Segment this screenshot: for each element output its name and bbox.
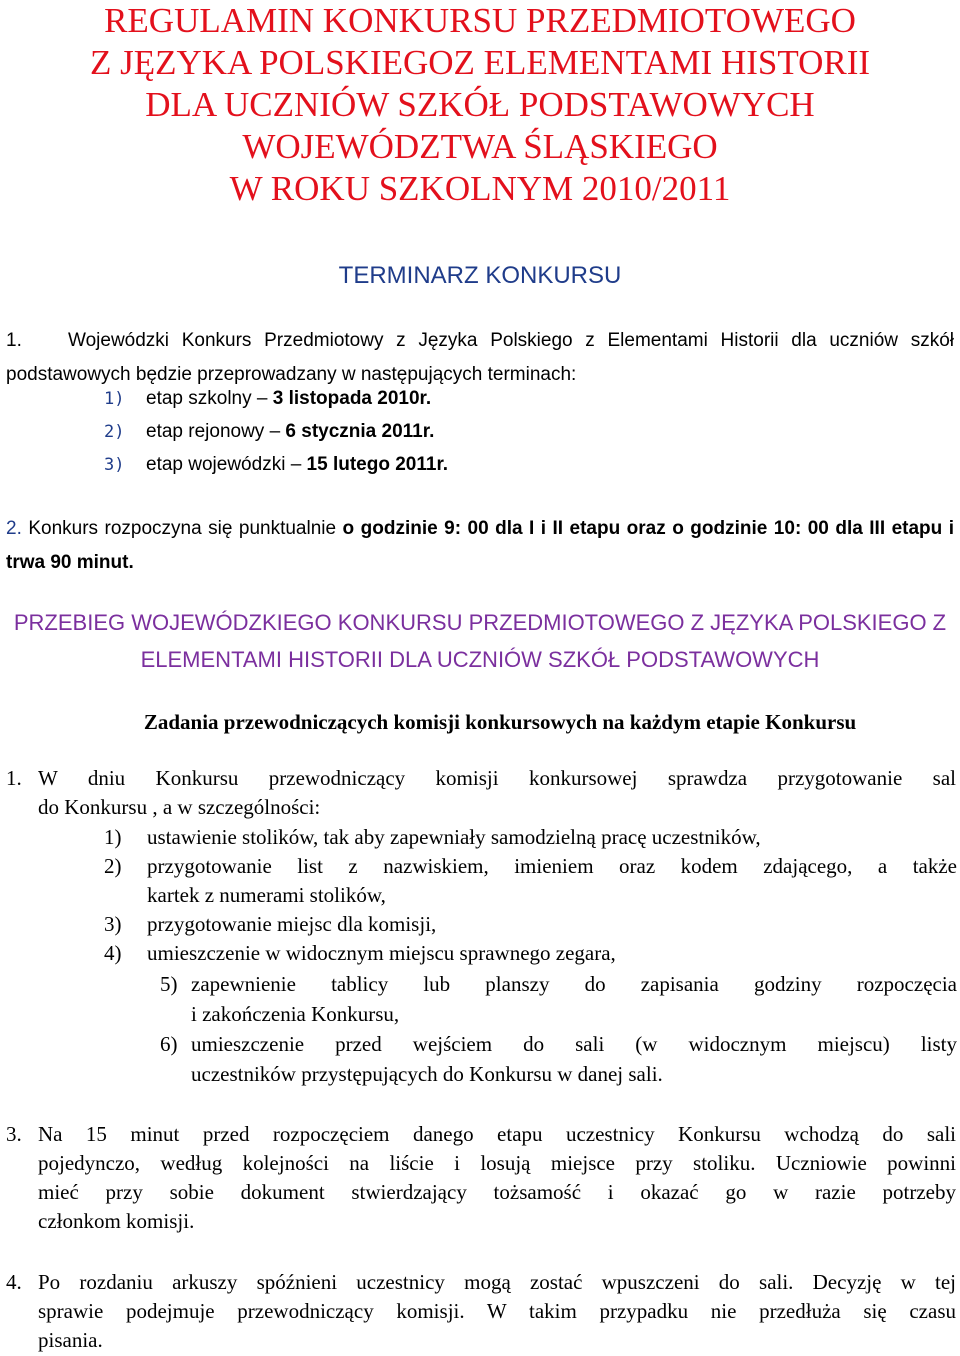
paragraph-4-line-1: Po rozdaniu arkuszy spóźnieni uczestnicy mogą zostać wpuszczeni do sali. Decyzję w tej	[38, 1270, 956, 1294]
document-title	[0, 0, 960, 210]
stage-item-1	[104, 388, 431, 410]
list-item-2-line-2: kartek z numerami stolików,	[147, 883, 386, 907]
title-line-4: WOJEWÓDZTWA ŚLĄSKIEGO	[242, 127, 718, 166]
paragraph-3-number: 3.	[6, 1122, 22, 1146]
list-item-4-text: umieszczenie w widocznym miejscu sprawnego zegara,	[147, 941, 616, 965]
item-number: 1.	[6, 330, 22, 351]
przebieg-heading: PRZEBIEG WOJEWÓDZKIEGO KONKURSU PRZEDMIOTOWEGO Z JĘZYKA POLSKIEGO Z ELEMENTAMI HISTORII DLA UCZNIÓW SZKÓŁ PODSTAWOWYCH	[13, 610, 947, 672]
title-line-5: W ROKU SZKOLNYM 2010/2011	[229, 169, 731, 208]
paragraph-3-line-1: Na 15 minut przed rozpoczęciem danego etapu uczestnicy Konkursu wchodzą do sali	[38, 1122, 956, 1146]
title-line-3: DLA UCZNIÓW SZKÓŁ PODSTAWOWYCH	[145, 85, 815, 124]
title-line-1: REGULAMIN KONKURSU PRZEDMIOTOWEGO	[104, 1, 856, 40]
paragraph-1-line-1: W dniu Konkursu przewodniczący komisji konkursowej sprawdza przygotowanie sal	[38, 766, 956, 790]
paragraph-3-line-3: mieć przy sobie dokument stwierdzający tożsamość i okazać go w razie potrzeby	[38, 1180, 956, 1204]
list-item-2-line-1: przygotowanie list z nazwiskiem, imieniem oraz kodem zdającego, a także	[147, 854, 957, 878]
paragraph-4-line-3: pisania.	[38, 1328, 103, 1352]
stage-number: 3)	[104, 455, 125, 475]
list-item-6-line-1: umieszczenie przed wejściem do sali (w widocznym miejscu) listy	[191, 1032, 957, 1056]
stage-text: etap wojewódzki –	[146, 454, 307, 475]
stage-date: 6 stycznia 2011r.	[285, 421, 435, 442]
terminarz-item-1	[6, 324, 954, 392]
stage-number: 2)	[104, 422, 125, 442]
list-item-3-text: przygotowanie miejsc dla komisji,	[147, 912, 437, 936]
list-item-3-number: 3)	[104, 912, 122, 936]
item-text-bold: o godzinie 9: 00 dla I i II etapu oraz o godzinie 10: 00 dla III etapu i trwa 90 minut.	[6, 518, 954, 573]
paragraph-1-line-2: do Konkursu , a w szczególności:	[38, 795, 321, 819]
paragraph-4-line-2: sprawie podejmuje przewodniczący komisji. W takim przypadku nie przedłuża się czasu	[38, 1299, 956, 1323]
zadania-subheading: Zadania przewodniczących komisji konkursowych na każdym etapie Konkursu	[143, 710, 857, 734]
stage-item-2	[104, 421, 434, 443]
item-text: Konkurs rozpoczyna się punktualnie	[28, 518, 343, 539]
paragraph-3-line-4: członkom komisji.	[38, 1209, 195, 1233]
list-item-6-line-2: uczestników przystępujących do Konkursu w danej sali.	[191, 1062, 663, 1086]
paragraph-1-number: 1.	[6, 766, 22, 790]
terminarz-item-2	[6, 512, 954, 580]
paragraph-4-number: 4.	[6, 1270, 22, 1294]
list-item-2-number: 2)	[104, 854, 122, 878]
stage-text: etap rejonowy –	[146, 421, 286, 442]
item-text: Wojewódzki Konkurs Przedmiotowy z Języka Polskiego z Elementami Historii dla uczniów szkół podstawowych będzie przeprowadzany w następujących terminach:	[6, 330, 954, 385]
terminarz-heading: TERMINARZ KONKURSU	[338, 262, 622, 289]
stage-item-3	[104, 454, 448, 476]
stage-date: 3 listopada 2010r.	[272, 388, 432, 409]
stage-text: etap szkolny –	[146, 388, 273, 409]
list-item-5-line-1: zapewnienie tablicy lub planszy do zapisania godziny rozpoczęcia	[191, 972, 957, 996]
stage-number: 1)	[104, 389, 125, 409]
list-item-5-line-2: i zakończenia Konkursu,	[191, 1002, 400, 1026]
list-item-1-number: 1)	[104, 825, 122, 849]
stage-date: 15 lutego 2011r.	[306, 454, 449, 475]
paragraph-3-line-2: pojedynczo, według kolejności na liście i losują miejsce przy stoliku. Uczniowie powinni	[38, 1151, 956, 1175]
title-line-2: Z JĘZYKA POLSKIEGOZ ELEMENTAMI HISTORII	[89, 43, 871, 82]
item-number: 2.	[6, 518, 22, 539]
list-item-1-text: ustawienie stolików, tak aby zapewniały samodzielną pracę uczestników,	[147, 825, 761, 849]
list-item-5-number: 5)	[160, 972, 178, 996]
list-item-4-number: 4)	[104, 941, 122, 965]
list-item-6-number: 6)	[160, 1032, 178, 1056]
